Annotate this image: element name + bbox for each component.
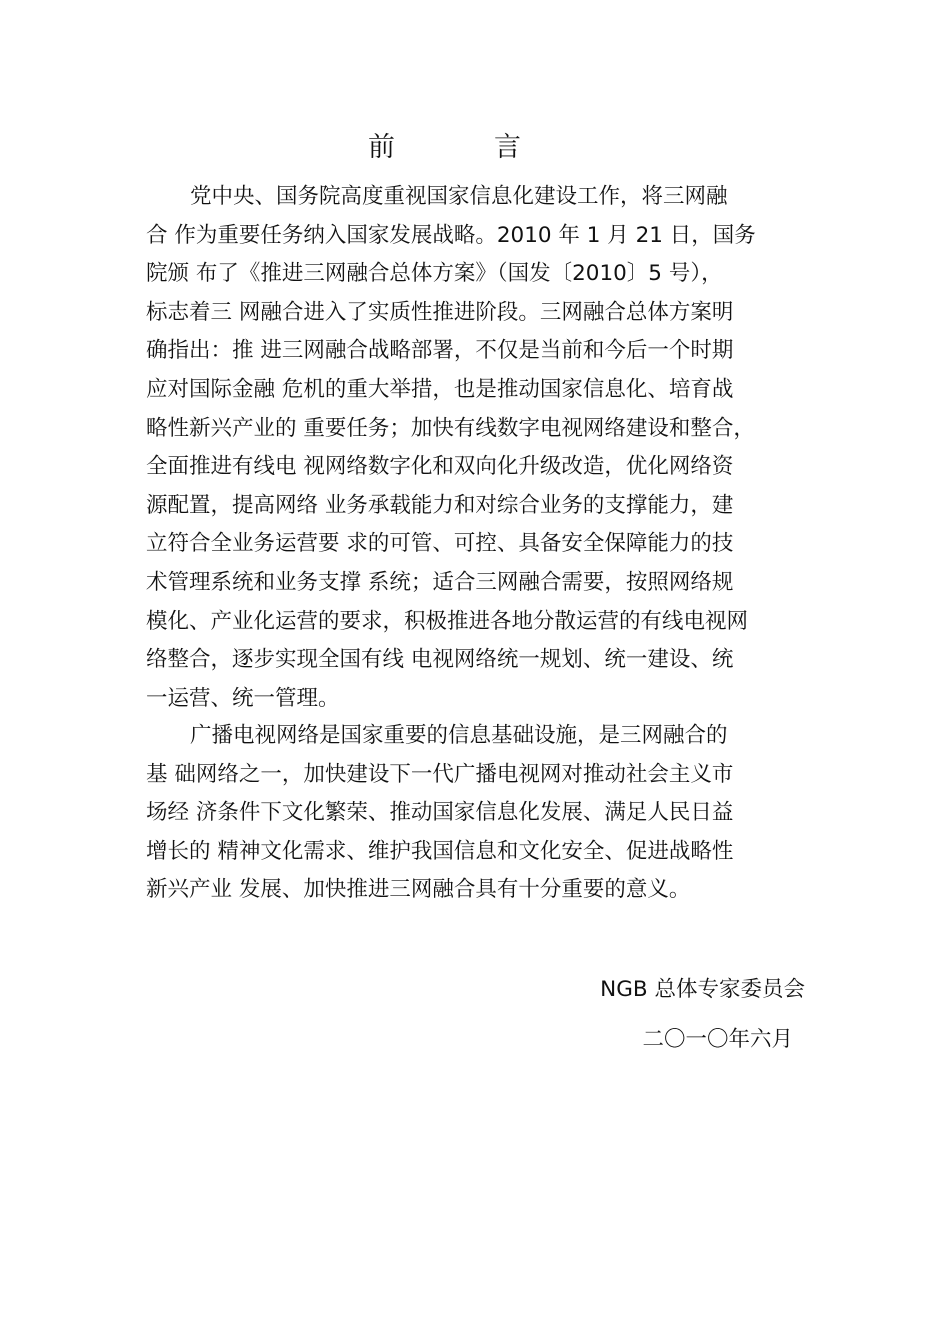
paragraph-line: 党中央、国务院高度重视国家信息化建设工作，将三网融 [190, 184, 728, 209]
paragraph-line: 广播电视网络是国家重要的信息基础设施，是三网融合的 [190, 723, 728, 748]
paragraph-line: 全面推进有线电 视网络数字化和双向化升级改造，优化网络资 [146, 454, 734, 480]
paragraph-1 [146, 178, 814, 718]
paragraph-line: 场经 济条件下文化繁荣、推动国家信息化发展、满足人民日益 [146, 800, 734, 826]
page-title: 前 言 [368, 132, 557, 163]
paragraph-2 [146, 717, 814, 910]
paragraph-line: 基 础网络之一，加快建设下一代广播电视网对推动社会主义市 [146, 761, 734, 787]
paragraph-line: 确指出：推 进三网融合战略部署，不仅是当前和今后一个时期 [146, 338, 734, 364]
paragraph-line: 络整合，逐步实现全国有线 电视网络统一规划、统一建设、统 [146, 647, 734, 673]
paragraph-line: 标志着三 网融合进入了实质性推进阶段。三网融合总体方案明 [146, 299, 734, 325]
signature-date: 二〇一〇年六月 [642, 1027, 793, 1052]
paragraph-line: 模化、产业化运营的要求，积极推进各地分散运营的有线电视网 [146, 608, 749, 634]
paragraph-line: 术管理系统和业务支撑 系统；适合三网融合需要，按照网络规 [146, 569, 734, 595]
paragraph-line: 一运营、统一管理。 [146, 685, 340, 711]
paragraph-line: 院颁 布了《推进三网融合总体方案》（国发〔2010〕5 号）， [146, 261, 723, 287]
paragraph-line: 略性新兴产业的 重要任务；加快有线数字电视网络建设和整合， [146, 415, 755, 441]
paragraph-line: 源配置，提高网络 业务承载能力和对综合业务的支撑能力，建 [146, 492, 734, 518]
paragraph-line: 新兴产业 发展、加快推进三网融合具有十分重要的意义。 [146, 877, 691, 903]
paragraph-line: 应对国际金融 危机的重大举措，也是推动国家信息化、培育战 [146, 376, 734, 402]
paragraph-line: 增长的 精神文化需求、维护我国信息和文化安全、促进战略性 [146, 838, 734, 864]
paragraph-line: 合 作为重要任务纳入国家发展战略。2010 年 1 月 21 日，国务 [146, 222, 756, 248]
signature-organization: NGB 总体专家委员会 [600, 977, 805, 1002]
paragraph-line: 立符合全业务运营要 求的可管、可控、具备安全保障能力的技 [146, 531, 734, 557]
